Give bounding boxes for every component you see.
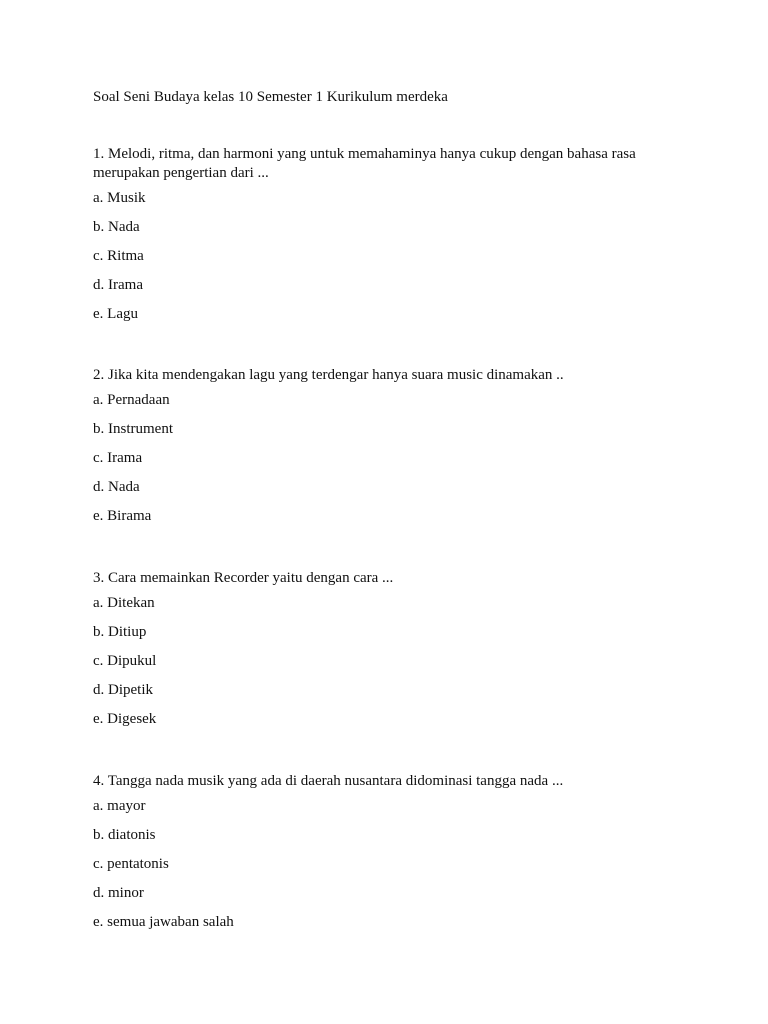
option-d: d. Dipetik — [93, 682, 153, 699]
option-list — [93, 588, 683, 734]
option-e: e. Digesek — [93, 711, 157, 728]
option-a: a. Pernadaan — [93, 391, 170, 408]
question-text: 2. Jika kita mendengakan lagu yang terdengar hanya suara music dinamakan .. — [93, 367, 564, 383]
option-c: c. Irama — [93, 449, 143, 466]
option-b: b. Nada — [93, 218, 140, 235]
question-text: 1. Melodi, ritma, dan harmoni yang untuk memahaminya hanya cukup dengan bahasa rasa merupakan pengertian dari ... — [93, 146, 636, 181]
option-d: d. Irama — [93, 277, 143, 294]
question-text: 4. Tangga nada musik yang ada di daerah nusantara didominasi tangga nada ... — [93, 773, 564, 789]
option-a: a. mayor — [93, 797, 146, 814]
question-3 — [93, 569, 683, 734]
option-list — [93, 385, 683, 531]
option-a: a. Ditekan — [93, 594, 155, 611]
option-a: a. Musik — [93, 189, 146, 206]
question-1 — [93, 145, 683, 329]
option-e: e. Birama — [93, 508, 152, 525]
document-title: Soal Seni Budaya kelas 10 Semester 1 Kurikulum merdeka — [93, 89, 448, 105]
question-text: 3. Cara memainkan Recorder yaitu dengan cara ... — [93, 570, 394, 586]
option-list — [93, 183, 683, 329]
option-c: c. pentatonis — [93, 855, 169, 872]
option-c: c. Dipukul — [93, 652, 157, 669]
option-b: b. Ditiup — [93, 623, 147, 640]
option-list — [93, 791, 683, 937]
option-d: d. Nada — [93, 479, 140, 496]
option-c: c. Ritma — [93, 247, 144, 264]
option-b: b. Instrument — [93, 420, 173, 437]
option-e: e. Lagu — [93, 306, 138, 323]
question-4 — [93, 772, 683, 937]
option-e: e. semua jawaban salah — [93, 914, 234, 931]
option-b: b. diatonis — [93, 826, 156, 843]
question-2 — [93, 366, 683, 531]
option-d: d. minor — [93, 885, 144, 902]
